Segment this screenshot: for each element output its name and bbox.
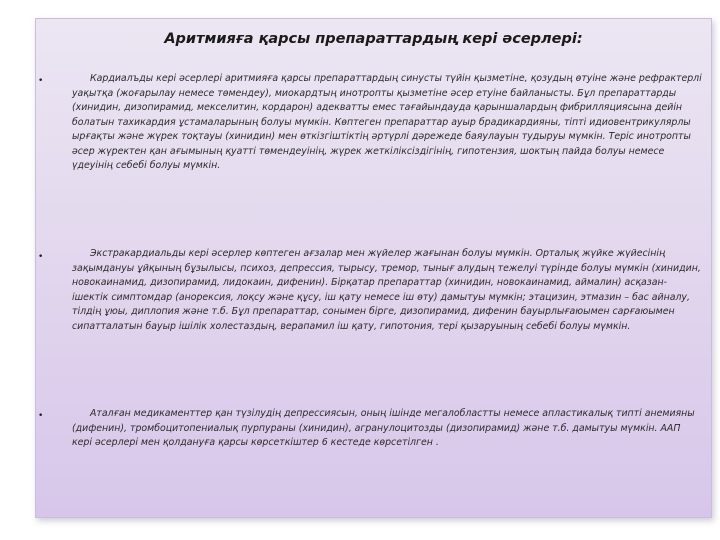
content-panel [35, 18, 712, 518]
bullet-marker: • [38, 411, 44, 421]
paragraph-hematologic-effects: Аталған медикаменттер қан түзілудің депрессиясын, оның ішінде мегалобластты немесе апластикалық типті анемияны (дифенин), тромбоцитопениалық пурпураны (хинидин), агранулоцитозды (дизопирамид) және т.б. дамытуы мүмкін. ААП кері әсерлері мен қолдануға қарсы көрсеткіштер 6 кестеде көрсетілген . [72, 408, 695, 448]
slide-title: Аритмияға қарсы препараттардың кері әсерлері: [164, 31, 583, 47]
paragraph-extracardiac-effects: Экстракардиальды кері әсерлер көптеген ағзалар мен жүйелер жағынан болуы мүмкін. Орталық жүйке жүйесінің зақымдануы ұйқының бұзылысы, психоз, депрессия, тырысу, тремор, тынығ алудың тежелуі түрінде болуы мүмкін (хинидин, новокаинамид, дизопирамид, лидокаин, дифенин). Бірқатар препараттар (хинидин, новокаинамид, аймалин) асқазан-ішектік симптомдар (анорексия, лоқсу және құсу, іш қату немесе іш өту) дамытуы мүмкін; этацизин, этмазин – бас айналу, тілдің ұюы, диплопия және т.б. Бұл препараттар, сонымен бірге, дизопирамид, дифенин бауырлығаюымен сарғаюымен сипатталатын бауыр ішілік холестаздың, верапамил іш қату, гипотония, тері қызаруының себебі болуы мүмкін. [72, 248, 701, 332]
paragraph-cardiac-effects: Кардиалъды кері әсерлері аритмияға қарсы препараттардың синусты түйін қызметіне, қозудың өтуіне және рефрактерлі уақытқа (жоғарылау немесе төмендеу), миокардтың инотропты қызметіне әсер етуіне байланысты. Бұл препараттарды (хинидин, дизопирамид, мекселитин, кордарон) адекватты емес тағайындауда қарыншалардың фибрилляциясына дейін болатын тахикардия ұстамаларының болуы мүмкін. Көптеген препараттар ауыр брадикардияны, тіпті идиовентрикулярлы ырғақты және жүрек тоқтауы (хинидин) мен өткізгіштіктің әртүрлі дәрежеде баяулауын тудыруы мүмкін. Теріс инотропты әсер жүректен қан ағымының қуатті төмендеуінің, жүрек жеткіліксіздігінің, гипотензия, шоктың пайда болуы немесе үдеуінің себебі болуы мүмкін. [72, 73, 702, 171]
bullet-marker: • [38, 252, 44, 262]
bullet-marker: • [38, 76, 44, 86]
